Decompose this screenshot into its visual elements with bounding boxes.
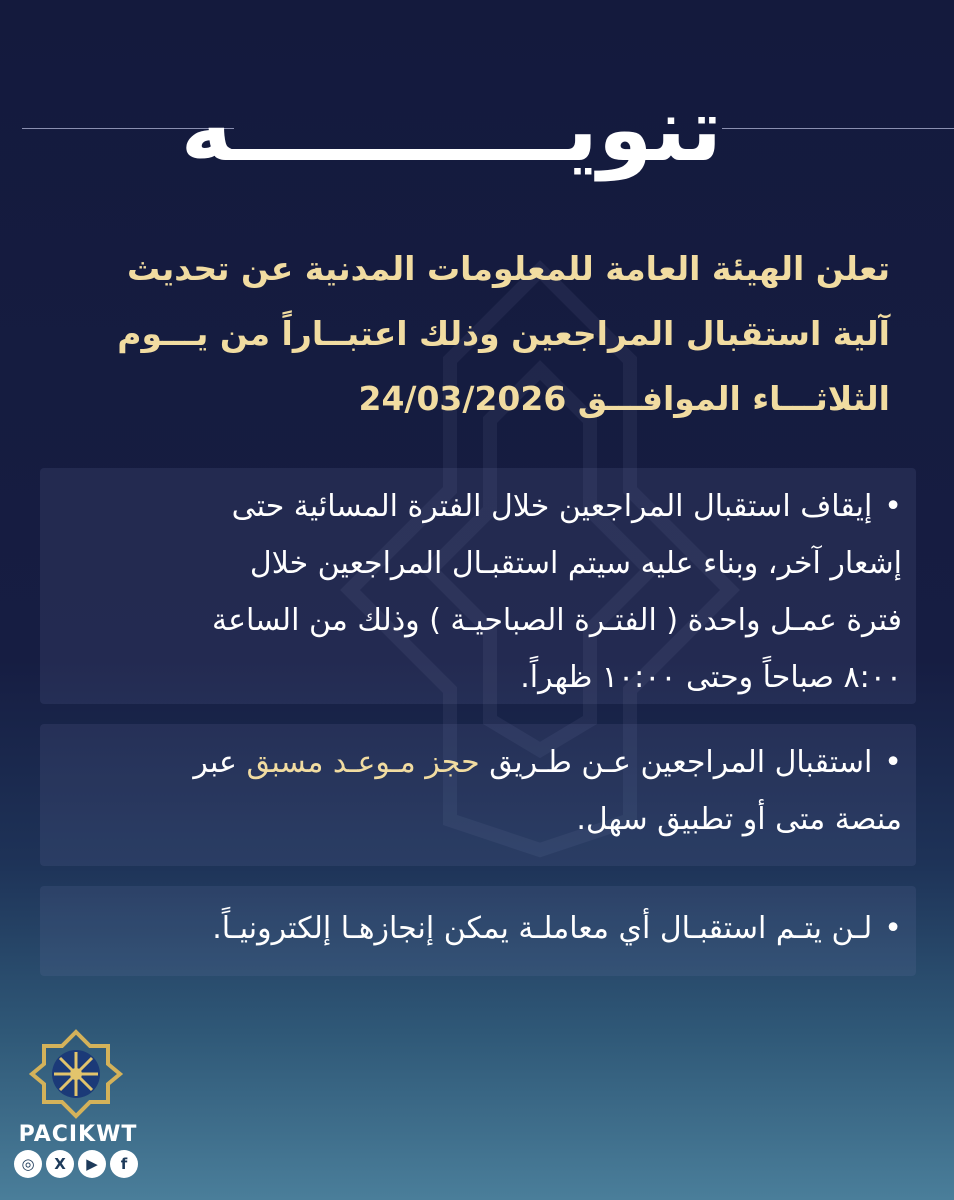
bullet: • [884,911,902,946]
brand-name: PACIKWT [18,1122,138,1147]
notice-text: عبر [193,745,237,780]
notice-line [80,478,902,535]
youtube-icon[interactable]: ▶ [78,1150,106,1178]
bullet: • [884,745,902,780]
intro-announcement [60,236,890,431]
intro-line: آلية استقبال المراجعين وذلك اعتبــاراً من يـــوم [117,314,890,353]
title-divider-right [722,128,954,129]
page-title: تنويـــــــــــه [180,78,722,181]
notice-card-evening-suspension [40,468,916,704]
notice-text: إيقاف استقبال المراجعين خلال الفترة المسائية حتى [231,489,873,524]
notice-card-electronic [40,886,916,976]
notice-line [80,734,902,791]
notice-line: إشعار آخر، وبناء عليه سيتم استقبـال المراجعين خلال [249,546,902,581]
notice-text: لـن يتـم استقبـال أي معاملـة يمكن إنجازهـا إلكترونيـاً. [212,911,873,946]
appointment-highlight: حجز مـوعـد مسبق [246,745,480,780]
notice-text: استقبال المراجعين عـن طـريق [489,745,873,780]
notice-line: ٨:٠٠ صباحاً وحتى ١٠:٠٠ ظهراً. [520,660,902,695]
intro-line: تعلن الهيئة العامة للمعلومات المدنية عن تحديث [126,249,890,288]
notice-line: منصة متى أو تطبيق سهل. [576,802,902,837]
notice-line: فترة عمـل واحدة ( الفتـرة الصباحيـة ) وذلك من الساعة [212,603,902,638]
intro-line: الثلاثـــاء الموافـــق 24/03/2026 [358,379,890,418]
social-links [14,1150,138,1178]
paci-logo-icon [28,1028,124,1120]
title-row [0,70,954,190]
facebook-icon[interactable]: f [110,1150,138,1178]
instagram-icon[interactable]: ◎ [14,1150,42,1178]
bullet: • [884,489,902,524]
x-icon[interactable]: X [46,1150,74,1178]
notice-line [80,900,902,957]
notice-card-appointment [40,724,916,866]
